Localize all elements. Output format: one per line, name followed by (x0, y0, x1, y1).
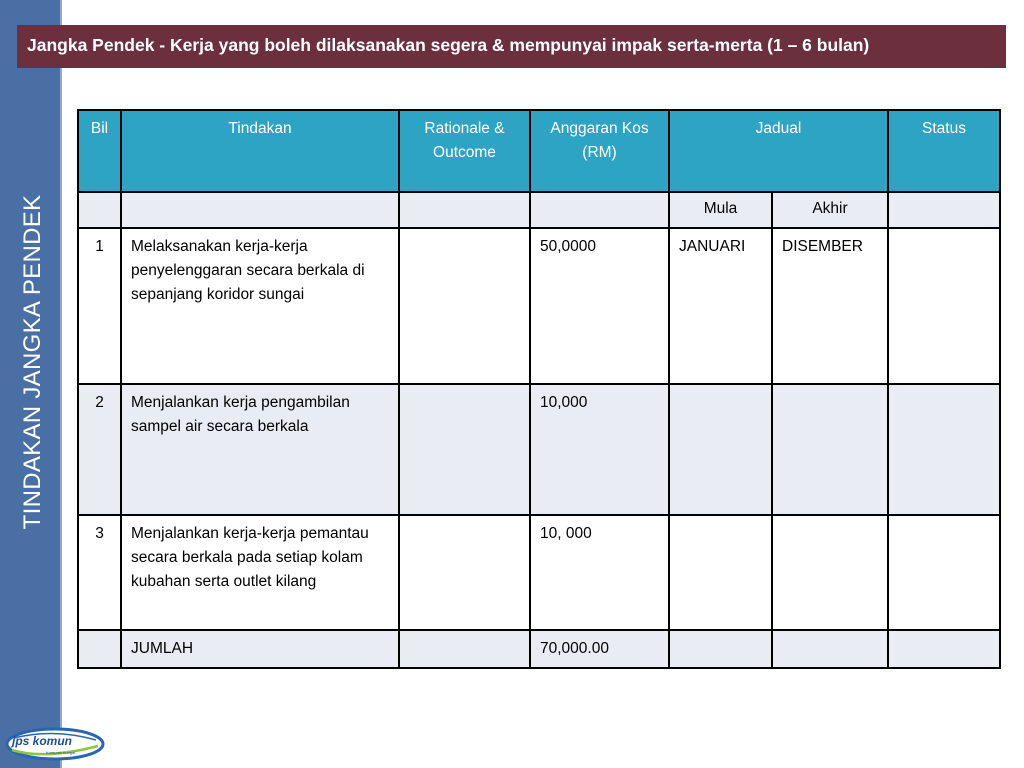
subheader-mula: Mula (669, 192, 772, 228)
header-tindakan: Tindakan (121, 110, 399, 192)
subheader-empty (121, 192, 399, 228)
header-anggaran: Anggaran Kos (RM) (530, 110, 669, 192)
header-status: Status (888, 110, 1000, 192)
total-label: JUMLAH (121, 630, 399, 668)
subheader-row (78, 192, 1000, 228)
cell-empty (888, 630, 1000, 668)
subheader-empty (530, 192, 669, 228)
cell-akhir: DISEMBER (772, 228, 888, 384)
cell-rationale (399, 515, 530, 630)
cell-bil: 3 (78, 515, 121, 630)
cell-mula (669, 515, 772, 630)
action-plan-table (77, 109, 1001, 669)
cell-bil: 2 (78, 384, 121, 515)
cell-empty (399, 630, 530, 668)
cell-anggaran: 10, 000 (530, 515, 669, 630)
cell-empty (772, 630, 888, 668)
header-jadual: Jadual (669, 110, 888, 192)
cell-akhir (772, 515, 888, 630)
logo-subtext: Komuniti Sungai (46, 750, 76, 755)
table-row (78, 515, 1000, 630)
cell-rationale (399, 228, 530, 384)
subheader-empty (399, 192, 530, 228)
cell-bil: 1 (78, 228, 121, 384)
header-rationale: Rationale & Outcome (399, 110, 530, 192)
side-bar-edge (60, 0, 62, 768)
total-row (78, 630, 1000, 668)
cell-anggaran: 10,000 (530, 384, 669, 515)
cell-mula: JANUARI (669, 228, 772, 384)
subheader-empty (78, 192, 121, 228)
cell-empty (669, 630, 772, 668)
side-title: TINDAKAN JANGKA PENDEK (19, 194, 46, 530)
cell-status (888, 384, 1000, 515)
header-row (78, 110, 1000, 192)
cell-mula (669, 384, 772, 515)
cell-tindakan: Menjalankan kerja-kerja pemantau secara berkala pada setiap kolam kubahan serta outlet kilang (121, 515, 399, 630)
cell-empty (78, 630, 121, 668)
table-row (78, 384, 1000, 515)
cell-akhir (772, 384, 888, 515)
cell-rationale (399, 384, 530, 515)
subheader-akhir: Akhir (772, 192, 888, 228)
table-row (78, 228, 1000, 384)
cell-tindakan: Menjalankan kerja pengambilan sampel air secara berkala (121, 384, 399, 515)
header-bil: Bil (78, 110, 121, 192)
cell-tindakan: Melaksanakan kerja-kerja penyelenggaran secara berkala di sepanjang koridor sungai (121, 228, 399, 384)
slide-title: Jangka Pendek - Kerja yang boleh dilaksanakan segera & mempunyai impak serta-merta (1 – 6 bulan) (17, 25, 1006, 68)
cell-status (888, 228, 1000, 384)
cell-status (888, 515, 1000, 630)
cell-anggaran: 50,0000 (530, 228, 669, 384)
logo-text: jps komun (12, 734, 73, 748)
subheader-empty (888, 192, 1000, 228)
total-amount: 70,000.00 (530, 630, 669, 668)
